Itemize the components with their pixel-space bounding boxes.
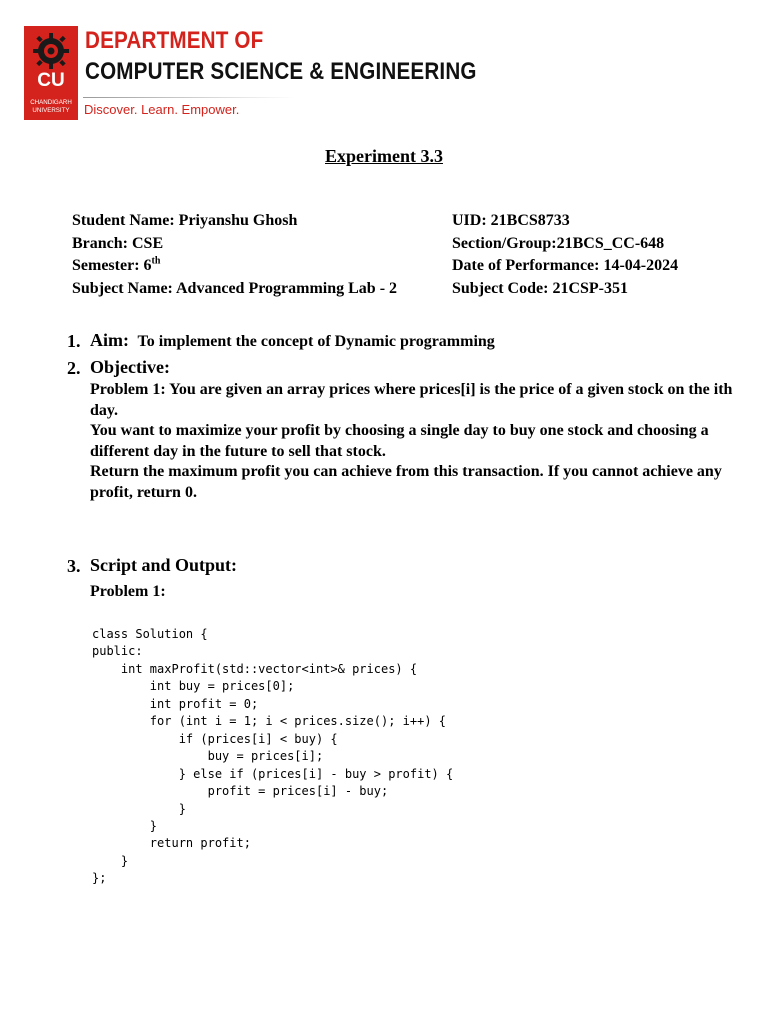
objective-line: Problem 1: You are given an array prices where prices[i] is the price of a given stock on the ith day. bbox=[90, 381, 733, 419]
uid: UID: 21BCS8733 bbox=[452, 212, 570, 229]
student-info-left bbox=[72, 210, 397, 300]
semester: Semester: 6th bbox=[72, 255, 161, 274]
script-number: 3. bbox=[67, 556, 81, 576]
aim-text: To implement the concept of Dynamic programming bbox=[137, 333, 495, 350]
date-of-performance: Date of Performance: 14-04-2024 bbox=[452, 257, 679, 274]
code-block: class Solution { public: int maxProfit(std::vector<int>& prices) { int buy = prices[0]; int profit = 0; for (int i = 1; i < prices.size(); i++) { if (prices[i] < buy) { buy = prices[i]; } else if (prices[i] - buy > profit) { profit = prices[i] - buy; } } return profit; } }; bbox=[92, 627, 454, 886]
objective-number: 2. bbox=[67, 358, 81, 378]
objective-line: You want to maximize your profit by choosing a single day to buy one stock and choosing a different day in the future to sell that stock. bbox=[90, 422, 709, 460]
department-title-line1: DEPARTMENT OF bbox=[85, 27, 264, 54]
gear-emblem-icon bbox=[27, 29, 75, 73]
objective-line: Return the maximum profit you can achieve from this transaction. If you cannot achieve any profit, return 0. bbox=[90, 463, 722, 501]
student-name: Student Name: Priyanshu Ghosh bbox=[72, 212, 298, 229]
subject-name: Subject Name: Advanced Programming Lab - 2 bbox=[72, 279, 398, 297]
header-divider bbox=[83, 97, 295, 98]
logo-university-name: CHANDIGARH UNIVERSITY bbox=[30, 99, 72, 114]
aim-heading: Aim: To implement the concept of Dynamic programming bbox=[90, 330, 495, 350]
subject-code: Subject Code: 21CSP-351 bbox=[452, 279, 628, 297]
aim-number: 1. bbox=[67, 331, 81, 351]
student-info-right bbox=[452, 210, 678, 300]
university-logo bbox=[24, 26, 78, 120]
page-title: Experiment 3.3 bbox=[325, 146, 443, 166]
problem-label: Problem 1: bbox=[90, 583, 166, 600]
objective-text bbox=[90, 380, 740, 504]
department-title-line2: COMPUTER SCIENCE & ENGINEERING bbox=[85, 58, 477, 85]
tagline: Discover. Learn. Empower. bbox=[84, 102, 240, 117]
objective-heading: Objective: bbox=[90, 357, 170, 377]
branch: Branch: CSE bbox=[72, 234, 164, 252]
script-heading: Script and Output: bbox=[90, 555, 238, 575]
logo-initials: CU bbox=[37, 70, 65, 91]
section-group: Section/Group:21BCS_CC-648 bbox=[452, 234, 665, 252]
